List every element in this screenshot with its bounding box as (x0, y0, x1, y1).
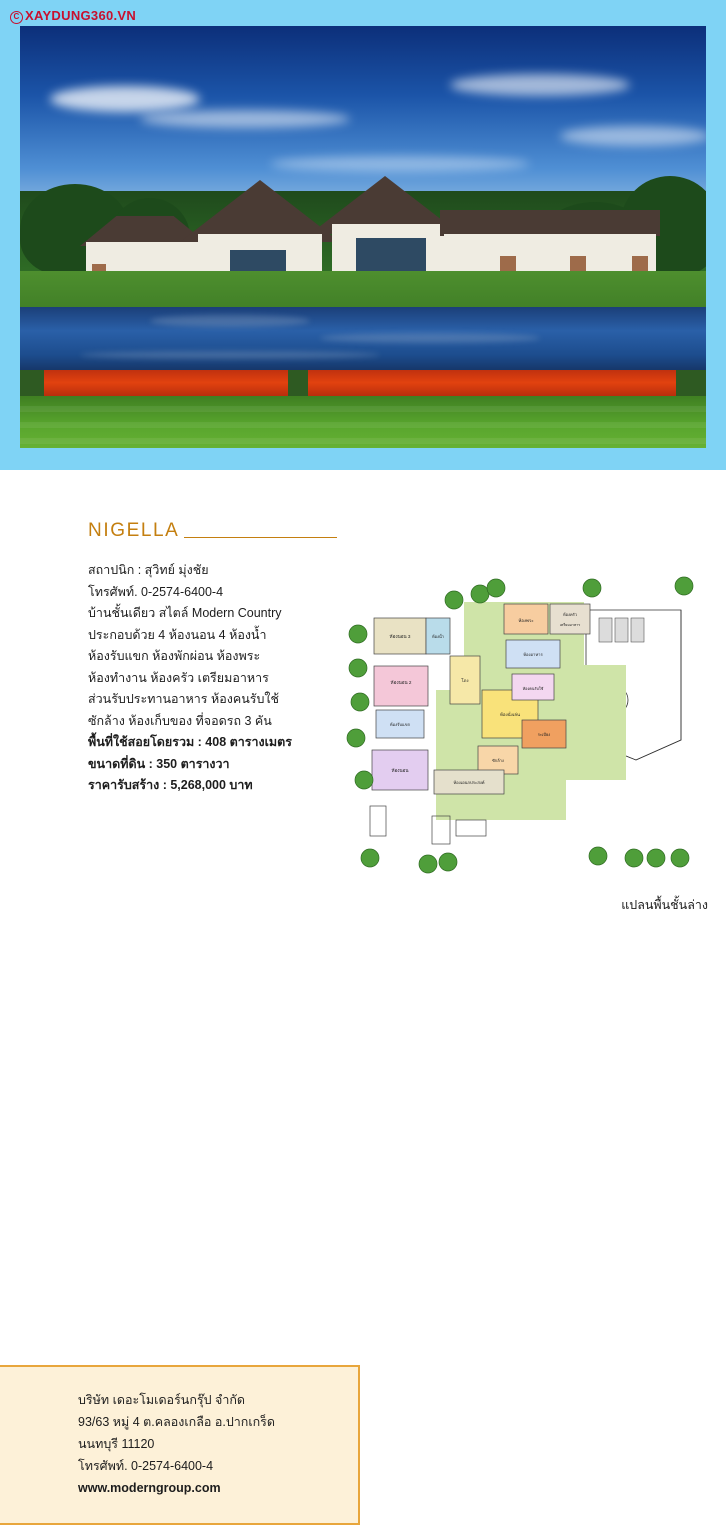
company-website-link[interactable]: www.moderngroup.com (78, 1481, 221, 1495)
lake (20, 307, 706, 375)
plan-caption: แปลนพื้นชั้นล่าง (621, 898, 708, 912)
spec-land-size: ขนาดที่ดิน : 350 ตารางวา (88, 756, 230, 771)
svg-text:ห้องนอน 3: ห้องนอน 3 (389, 634, 411, 639)
spec-line: ห้องรับแขก ห้องพักผ่อน ห้องพระ (88, 649, 261, 663)
spec-price: ราคารับสร้าง : 5,268,000 บาท (88, 778, 253, 792)
spec-line: ซักล้าง ห้องเก็บของ ที่จอดรถ 3 คัน (88, 713, 272, 728)
svg-text:ห้องคนรับใช้: ห้องคนรับใช้ (522, 687, 544, 691)
hedge (676, 370, 706, 398)
svg-text:ห้องรับแขก: ห้องรับแขก (389, 722, 411, 727)
cloud (450, 74, 630, 96)
cloud (270, 156, 530, 172)
spec-line: ประกอบด้วย 4 ห้องนอน 4 ห้องน้ำ (88, 627, 267, 642)
company-address-line2: นนทบุรี 11120 (78, 1437, 155, 1451)
floor-plan-drawing (336, 570, 716, 900)
lawn-lower (20, 396, 706, 448)
svg-text:ห้องนอน 2: ห้องนอน 2 (390, 680, 412, 685)
spec-line: โทรศัพท์. 0-2574-6400-4 (88, 584, 224, 599)
photo-block (0, 0, 726, 470)
watermark (10, 8, 136, 24)
spec-line: บ้านชั้นเดียว สไตล์ Modern Country (88, 606, 282, 620)
house-structure (80, 176, 660, 286)
svg-text:ห้องพระ: ห้องพระ (518, 618, 534, 623)
svg-text:ซักล้าง: ซักล้าง (492, 758, 504, 763)
spec-line: ส่วนรับประทานอาหาร ห้องคนรับใช้ (88, 692, 279, 706)
hedge (20, 370, 44, 398)
company-phone: โทรศัพท์. 0-2574-6400-4 (78, 1459, 214, 1473)
svg-text:ห้องนั่งเล่น: ห้องนั่งเล่น (499, 712, 521, 717)
svg-text:ห้องน้ำ: ห้องน้ำ (432, 634, 444, 639)
page-title: NIGELLA (88, 520, 180, 541)
company-name: บริษัท เดอะโมเดอร์นกรุ๊ป จำกัด (78, 1393, 246, 1407)
floor-plan (336, 570, 716, 900)
copyright-icon: C (10, 11, 23, 24)
spec-line: ห้องทำงาน ห้องครัว เตรียมอาหาร (88, 670, 269, 685)
hedge (288, 370, 308, 398)
company-info-text (78, 1389, 275, 1499)
spec-line: สถาปนิก : สุวิทย์ มุ่งชัย (88, 563, 209, 577)
cloud (50, 86, 200, 112)
company-address-line1: 93/63 หมู่ 4 ต.คลองเกลือ อ.ปากเกร็ด (78, 1415, 276, 1429)
svg-text:เตรียมอาหาร: เตรียมอาหาร (559, 623, 581, 627)
svg-text:โถง: โถง (461, 678, 469, 683)
title-divider (184, 537, 337, 538)
project-info-section (0, 470, 726, 1495)
svg-text:ห้องครัว: ห้องครัว (562, 612, 578, 617)
cloud (560, 126, 706, 146)
spec-list (88, 560, 328, 797)
svg-text:ห้องเอนกประสงค์: ห้องเอนกประสงค์ (453, 780, 485, 785)
house-exterior-photo (20, 26, 706, 448)
svg-text:ห้องนอน: ห้องนอน (391, 768, 409, 773)
svg-text:ห้องอาหาร: ห้องอาหาร (523, 652, 543, 657)
spec-total-area: พื้นที่ใช้สอยโดยรวม : 408 ตารางเมตร (88, 735, 292, 749)
flower-bed (20, 370, 706, 398)
watermark-label: XAYDUNG360.VN (25, 8, 137, 23)
svg-text:ระเบียง: ระเบียง (537, 732, 551, 737)
company-info-box (0, 1365, 360, 1525)
cloud (140, 110, 350, 128)
